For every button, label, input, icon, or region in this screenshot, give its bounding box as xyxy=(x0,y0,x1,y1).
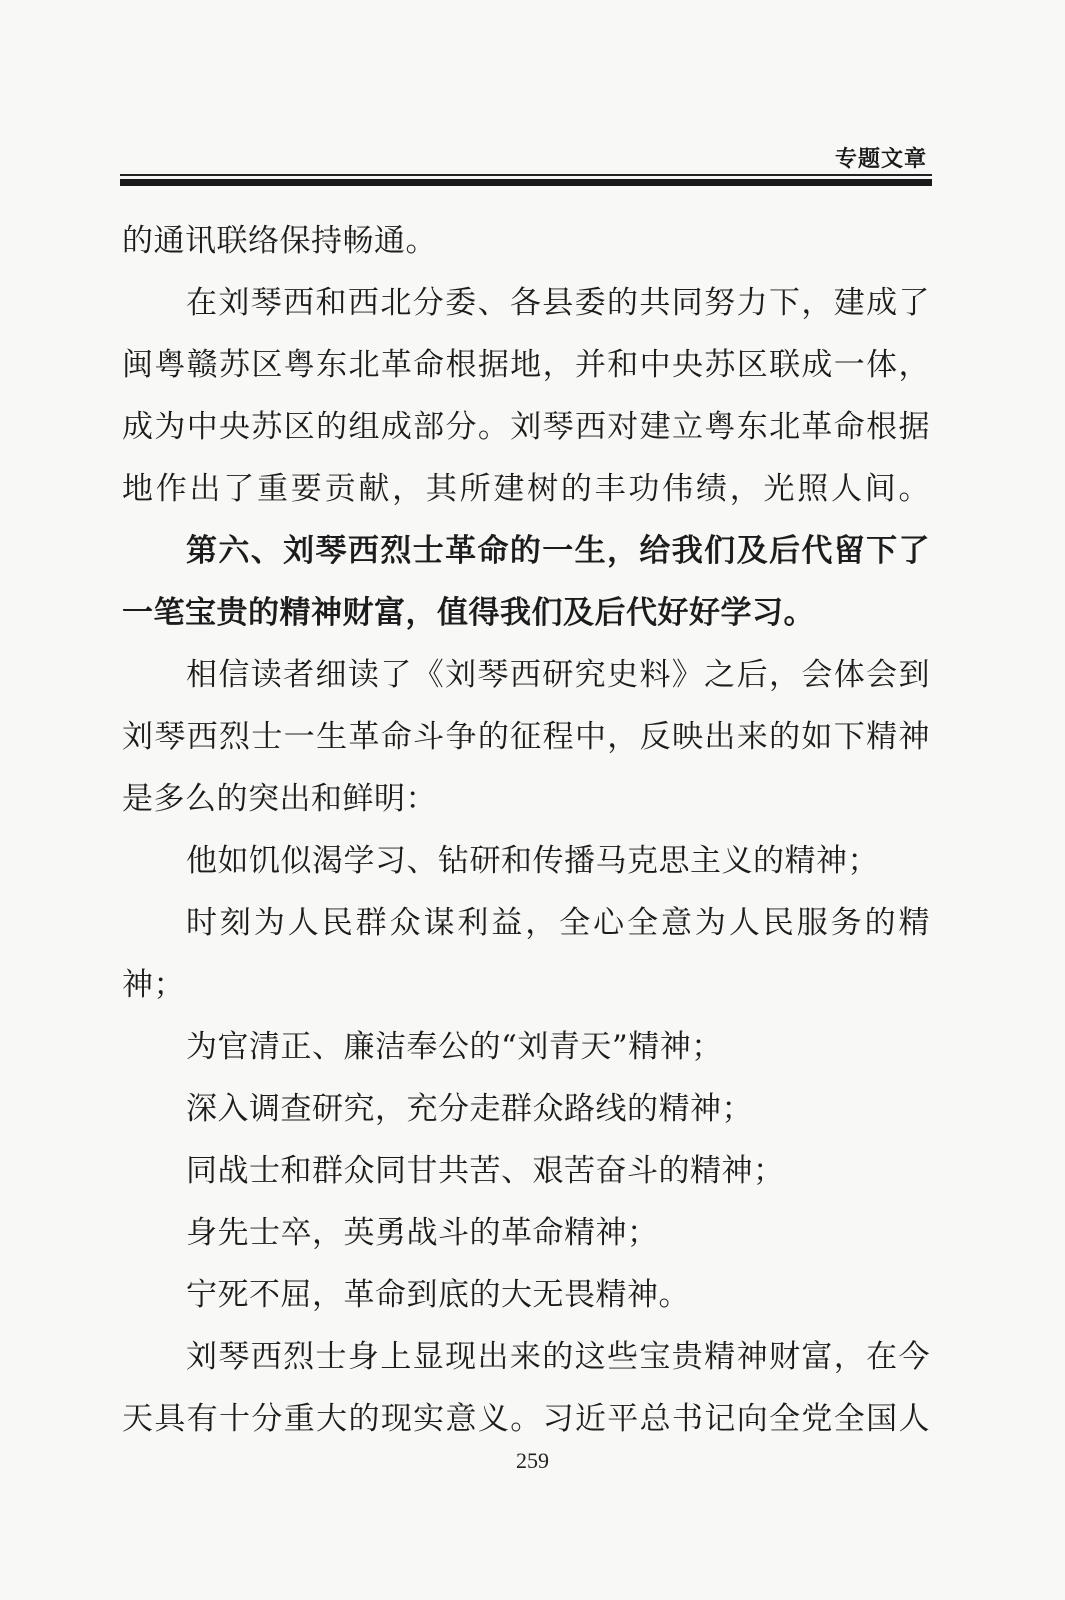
text-line: 天具有十分重大的现实意义。习近平总书记向全党全国人 xyxy=(122,1401,930,1437)
text-line: 的通讯联络保持畅通。 xyxy=(122,223,437,259)
text-line: 刘琴西烈士一生革命斗争的征程中，反映出来的如下精神 xyxy=(122,719,930,755)
paragraph-start-line: 相信读者细读了《刘琴西研究史料》之后，会体会到 xyxy=(186,657,930,693)
spirit-list-item: 为官清正、廉洁奉公的“刘青天”精神； xyxy=(186,1029,723,1065)
running-header-section-title: 专题文章 xyxy=(834,147,927,172)
text-line: 神； xyxy=(122,967,185,1003)
text-line: 成为中央苏区的组成部分。刘琴西对建立粤东北革命根据 xyxy=(122,409,930,445)
bold-heading-line: 第六、刘琴西烈士革命的一生，给我们及后代留下了 xyxy=(186,533,930,569)
paragraph-start-line: 刘琴西烈士身上显现出来的这些宝贵精神财富，在今 xyxy=(186,1339,930,1375)
text-line: 闽粤赣苏区粤东北革命根据地，并和中央苏区联成一体， xyxy=(122,347,930,383)
spirit-list-item: 时刻为人民群众谋利益，全心全意为人民服务的精 xyxy=(186,905,930,941)
header-rule-thin xyxy=(120,174,932,176)
text-line: 是多么的突出和鲜明： xyxy=(122,781,437,817)
spirit-list-item: 同战士和群众同甘共苦、艰苦奋斗的精神； xyxy=(186,1153,785,1189)
spirit-list-item: 深入调查研究，充分走群众路线的精神； xyxy=(186,1091,753,1127)
page-number: 259 xyxy=(516,1448,549,1473)
spirit-list-item: 身先士卒，英勇战斗的革命精神； xyxy=(186,1215,659,1251)
paragraph-start-line: 在刘琴西和西北分委、各县委的共同努力下，建成了 xyxy=(186,285,930,321)
spirit-list-item: 他如饥似渴学习、钻研和传播马克思主义的精神； xyxy=(186,843,879,879)
spirit-list-item: 宁死不屈，革命到底的大无畏精神。 xyxy=(186,1277,690,1313)
body-text xyxy=(122,210,930,1450)
bold-heading-line: 一笔宝贵的精神财富，值得我们及后代好好学习。 xyxy=(122,595,815,631)
text-line: 地作出了重要贡献，其所建树的丰功伟绩，光照人间。 xyxy=(122,471,930,507)
header-rule-thick xyxy=(120,179,932,186)
